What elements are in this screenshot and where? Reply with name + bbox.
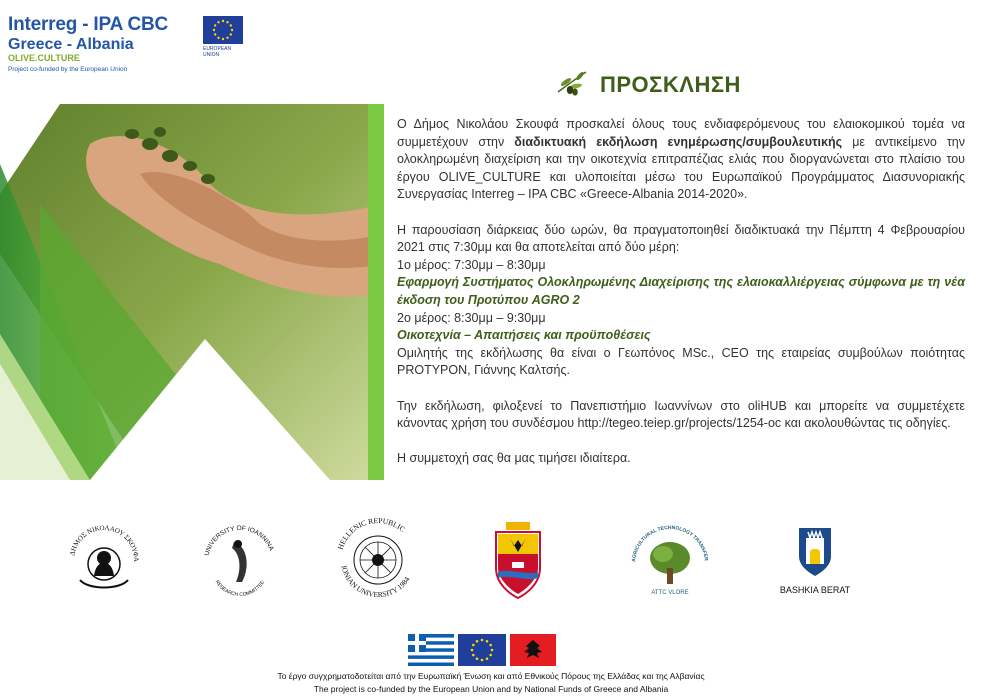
eu-label: EUROPEAN UNION bbox=[203, 46, 232, 58]
bashkia-berat-logo bbox=[770, 518, 860, 602]
country-flags-icon bbox=[408, 634, 558, 666]
part1-topic: Εφαρμογή Συστήματος Ολοκληρωμένης Διαχείρισης της ελαιοκαλλιέργειας σύμφωνα με τη νέα έκδοση του Προτύπου AGRO 2 bbox=[397, 275, 965, 307]
uoi-research-logo bbox=[198, 518, 282, 602]
ionian-university-logo bbox=[333, 518, 423, 602]
municipality-crest-logo bbox=[490, 518, 546, 602]
interreg-logo-line2: Greece - Albania bbox=[8, 36, 134, 53]
part1-time: 1ο μέρος: 7:30μμ – 8:30μμ bbox=[397, 257, 546, 272]
speaker-paragraph: Ομιλητής της εκδήλωσης θα είναι ο Γεωπόνος MSc., CEO της εταιρείας συμβούλων ποιότητας PROTYPON, Γιάννης Καλτσής. bbox=[397, 345, 965, 378]
skoufas-municipality-logo bbox=[62, 518, 146, 602]
berat-name: BASHKIA BERAT bbox=[779, 585, 851, 595]
closing-line: Η συμμετοχή σας θα μας τιμήσει ιδιαίτερα. bbox=[397, 451, 631, 466]
attc-vlore-logo bbox=[625, 518, 715, 602]
attc-sub: ATTC VLORE bbox=[651, 590, 689, 596]
crest-shield-icon bbox=[490, 518, 546, 602]
eu-flag-icon bbox=[203, 16, 243, 44]
footer-greek: Το έργο συγχρηματοδοτείται από την Ευρωπαϊκή Ένωση και από Εθνικούς Πόρους της Ελλάδας και της Αλβανίας bbox=[277, 671, 705, 681]
skoufas-emblem-icon bbox=[62, 518, 146, 602]
ionian-seal-icon bbox=[333, 518, 423, 602]
ionian-bottom-text: IONIAN UNIVERSITY 1984 bbox=[339, 564, 412, 600]
attc-tree-icon bbox=[625, 518, 715, 602]
event-name: διαδικτυακή εκδήλωση ενημέρωσης/συμβουλευτικής bbox=[514, 134, 843, 149]
uoi-committee: RESEARCH COMMITTEE bbox=[213, 579, 267, 599]
interreg-logo-line1: Interreg - IPA CBC bbox=[8, 14, 169, 35]
invitation-body bbox=[397, 116, 965, 468]
svg-text:RESEARCH COMMITTEE bbox=[214, 579, 267, 598]
attc-name: AGRICULTURAL TECHNOLOGY TRANSFER bbox=[631, 524, 709, 563]
flags-row bbox=[408, 634, 558, 666]
olive-branch-icon bbox=[554, 68, 590, 98]
uoi-name: UNIVERSITY OF IOANNINA bbox=[203, 524, 275, 557]
page-title: ΠΡΟΣΚΛΗΣΗ bbox=[600, 72, 741, 97]
schedule-paragraph: Η παρουσίαση διάρκειας δύο ωρών, θα πραγματοποιηθεί διαδικτυακά την Πέμπτη 4 Φεβρουαρίου 2021 στις 7:30μμ και θα αποτελείται από δύο μέρη: bbox=[397, 222, 965, 255]
olive-culture-tag: OLIVE.CULTURE bbox=[8, 53, 80, 63]
host-paragraph: Την εκδήλωση, φιλοξενεί το Πανεπιστήμιο Ιωαννίνων στο oliHUB και μπορείτε να συμμετέχετε κάνοντας χρήση του συνδέσμου http://tegeo.teiep.gr/projects/1254-oc και ακολουθώντας τις οδηγίες. bbox=[397, 398, 965, 431]
uoi-owl-emblem-icon bbox=[198, 518, 282, 602]
footer-english: The project is co-funded by the European Union and by National Funds of Greece and Albania bbox=[313, 684, 669, 694]
berat-castle-icon bbox=[770, 518, 860, 580]
svg-text:IONIAN UNIVERSITY 1984 bbox=[340, 565, 412, 599]
intro-paragraph bbox=[397, 116, 965, 204]
ionian-top-text: HELLENIC REPUBLIC bbox=[335, 518, 407, 551]
svg-text:HELLENIC REPUBLIC bbox=[336, 518, 407, 551]
hero-olive-hands-image bbox=[0, 104, 384, 480]
part2-time: 2ο μέρος: 8:30μμ – 9:30μμ bbox=[397, 310, 546, 325]
part2-topic: Οικοτεχνία – Απαιτήσεις και προϋποθέσεις bbox=[397, 328, 651, 343]
cofunded-note: Project co-funded by the European Union bbox=[8, 66, 128, 73]
intro-text-cont: με αντικείμενο την ολοκληρωμένη διαχείριση και την οικοτεχνία επιτραπέζιας ελιάς που διοργανώνεται στο πλαίσιο του έργου OLIVE_CULTURE και υλοποιείται μέσω του Ευρωπαϊκού Προγράμματος Διασυνοριακής Συνεργασίας Interreg – IPA CBC «Greece-Albania 2014-2020». bbox=[397, 134, 965, 202]
intro-text: Ο Δήμος Νικολάου Σκουφά προσκαλεί όλους τους ενδιαφερόμενους του ελαιοκομικού τομέα να συμμετέχουν στην bbox=[397, 117, 965, 149]
skoufas-name: ΔΗΜΟΣ ΝΙΚΟΛΑΟΥ ΣΚΟΥΦΑ bbox=[68, 523, 141, 563]
